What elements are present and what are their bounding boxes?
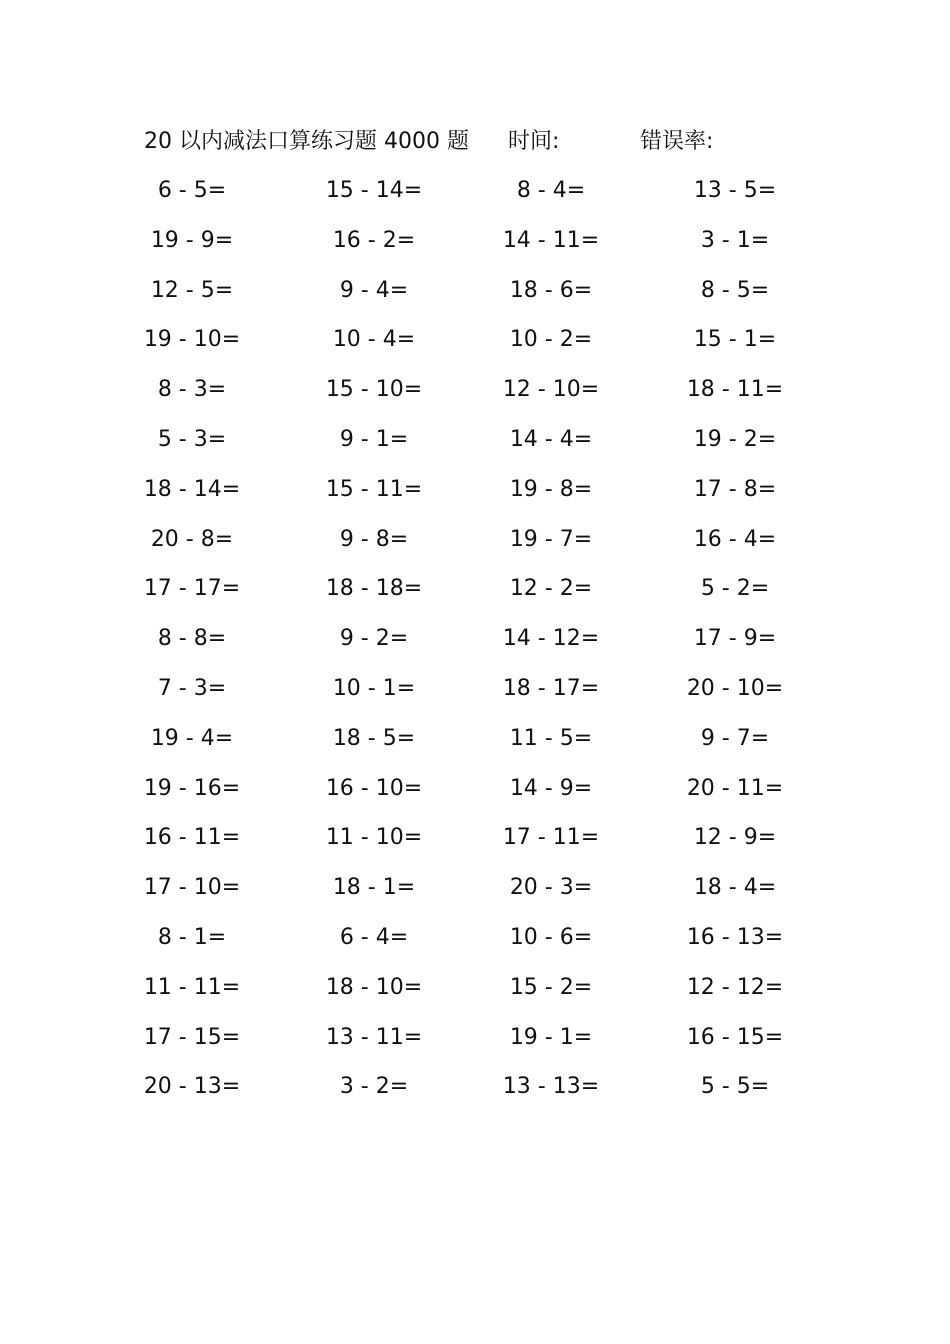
problem-item: 11 - 5= xyxy=(509,725,593,751)
problem-item: 15 - 14= xyxy=(325,178,423,203)
problem-item: 20 - 8= xyxy=(150,526,234,552)
problem-item: 16 - 13= xyxy=(686,925,784,950)
worksheet-title: 20 以内减法口算练习题 4000 题 xyxy=(144,129,469,154)
problem-item: 9 - 8= xyxy=(339,526,409,552)
problem-item: 8 - 8= xyxy=(157,626,227,652)
problem-item: 13 - 13= xyxy=(502,1074,600,1100)
problem-item: 14 - 11= xyxy=(502,227,600,253)
problem-item: 17 - 10= xyxy=(143,875,241,901)
problem-item: 11 - 10= xyxy=(325,825,423,851)
problem-item: 20 - 13= xyxy=(143,1074,241,1100)
problem-item: 20 - 10= xyxy=(686,676,784,701)
problem-item: 5 - 2= xyxy=(700,576,770,602)
problem-item: 18 - 6= xyxy=(509,277,593,303)
problem-item: 11 - 11= xyxy=(143,974,241,1000)
problem-item: 18 - 14= xyxy=(143,476,241,502)
problem-item: 18 - 11= xyxy=(686,377,784,403)
problem-item: 18 - 10= xyxy=(325,974,423,1000)
problem-item: 19 - 9= xyxy=(150,227,234,253)
problem-item: 16 - 4= xyxy=(693,526,777,552)
problem-item: 19 - 16= xyxy=(143,775,241,801)
problem-item: 20 - 11= xyxy=(686,775,784,801)
problem-item: 8 - 3= xyxy=(157,377,227,403)
problem-item: 12 - 12= xyxy=(686,974,784,1000)
problem-item: 17 - 11= xyxy=(502,825,600,851)
problem-item: 15 - 10= xyxy=(325,377,423,403)
problem-item: 10 - 6= xyxy=(509,925,593,950)
error-rate-label: 错误率: xyxy=(640,129,714,154)
problem-item: 7 - 3= xyxy=(157,676,227,701)
problem-item: 14 - 9= xyxy=(509,775,593,801)
problem-item: 5 - 3= xyxy=(157,427,227,452)
problem-item: 10 - 1= xyxy=(332,676,416,701)
problem-item: 19 - 2= xyxy=(693,427,777,452)
problem-item: 8 - 5= xyxy=(700,277,770,303)
problem-item: 9 - 2= xyxy=(339,626,409,652)
problem-item: 9 - 7= xyxy=(700,725,770,751)
problem-item: 19 - 1= xyxy=(509,1024,593,1050)
problem-item: 13 - 5= xyxy=(693,178,777,203)
problem-item: 12 - 2= xyxy=(509,576,593,602)
problem-item: 16 - 2= xyxy=(332,227,416,253)
problem-item: 18 - 4= xyxy=(693,875,777,901)
problem-item: 19 - 10= xyxy=(143,327,241,353)
problem-item: 18 - 18= xyxy=(325,576,423,602)
problem-item: 16 - 11= xyxy=(143,825,241,851)
problem-item: 15 - 11= xyxy=(325,476,423,502)
problem-item: 17 - 9= xyxy=(693,626,777,652)
problem-item: 14 - 4= xyxy=(509,427,593,452)
problem-item: 17 - 8= xyxy=(693,476,777,502)
problem-item: 18 - 5= xyxy=(332,725,416,751)
problem-item: 8 - 1= xyxy=(157,925,227,950)
problem-item: 9 - 1= xyxy=(339,427,409,452)
problem-item: 14 - 12= xyxy=(502,626,600,652)
problem-item: 17 - 17= xyxy=(143,576,241,602)
problem-item: 10 - 2= xyxy=(509,327,593,353)
problem-item: 17 - 15= xyxy=(143,1024,241,1050)
problem-item: 3 - 1= xyxy=(700,227,770,253)
problem-item: 19 - 4= xyxy=(150,725,234,751)
problem-item: 19 - 7= xyxy=(509,526,593,552)
problem-item: 15 - 1= xyxy=(693,327,777,353)
problem-item: 15 - 2= xyxy=(509,974,593,1000)
problem-item: 6 - 5= xyxy=(157,178,227,203)
problem-item: 10 - 4= xyxy=(332,327,416,353)
problem-item: 9 - 4= xyxy=(339,277,409,303)
problem-item: 18 - 1= xyxy=(332,875,416,901)
problem-item: 5 - 5= xyxy=(700,1074,770,1100)
problem-item: 12 - 10= xyxy=(502,377,600,403)
time-label: 时间: xyxy=(508,129,560,154)
problem-item: 3 - 2= xyxy=(339,1074,409,1100)
problem-item: 12 - 9= xyxy=(693,825,777,851)
problem-item: 16 - 15= xyxy=(686,1024,784,1050)
problem-item: 16 - 10= xyxy=(325,775,423,801)
problem-item: 19 - 8= xyxy=(509,476,593,502)
problem-item: 20 - 3= xyxy=(509,875,593,901)
problem-item: 18 - 17= xyxy=(502,676,600,701)
problem-item: 8 - 4= xyxy=(516,178,586,203)
problem-item: 12 - 5= xyxy=(150,277,234,303)
problem-item: 6 - 4= xyxy=(339,925,409,950)
problem-item: 13 - 11= xyxy=(325,1024,423,1050)
